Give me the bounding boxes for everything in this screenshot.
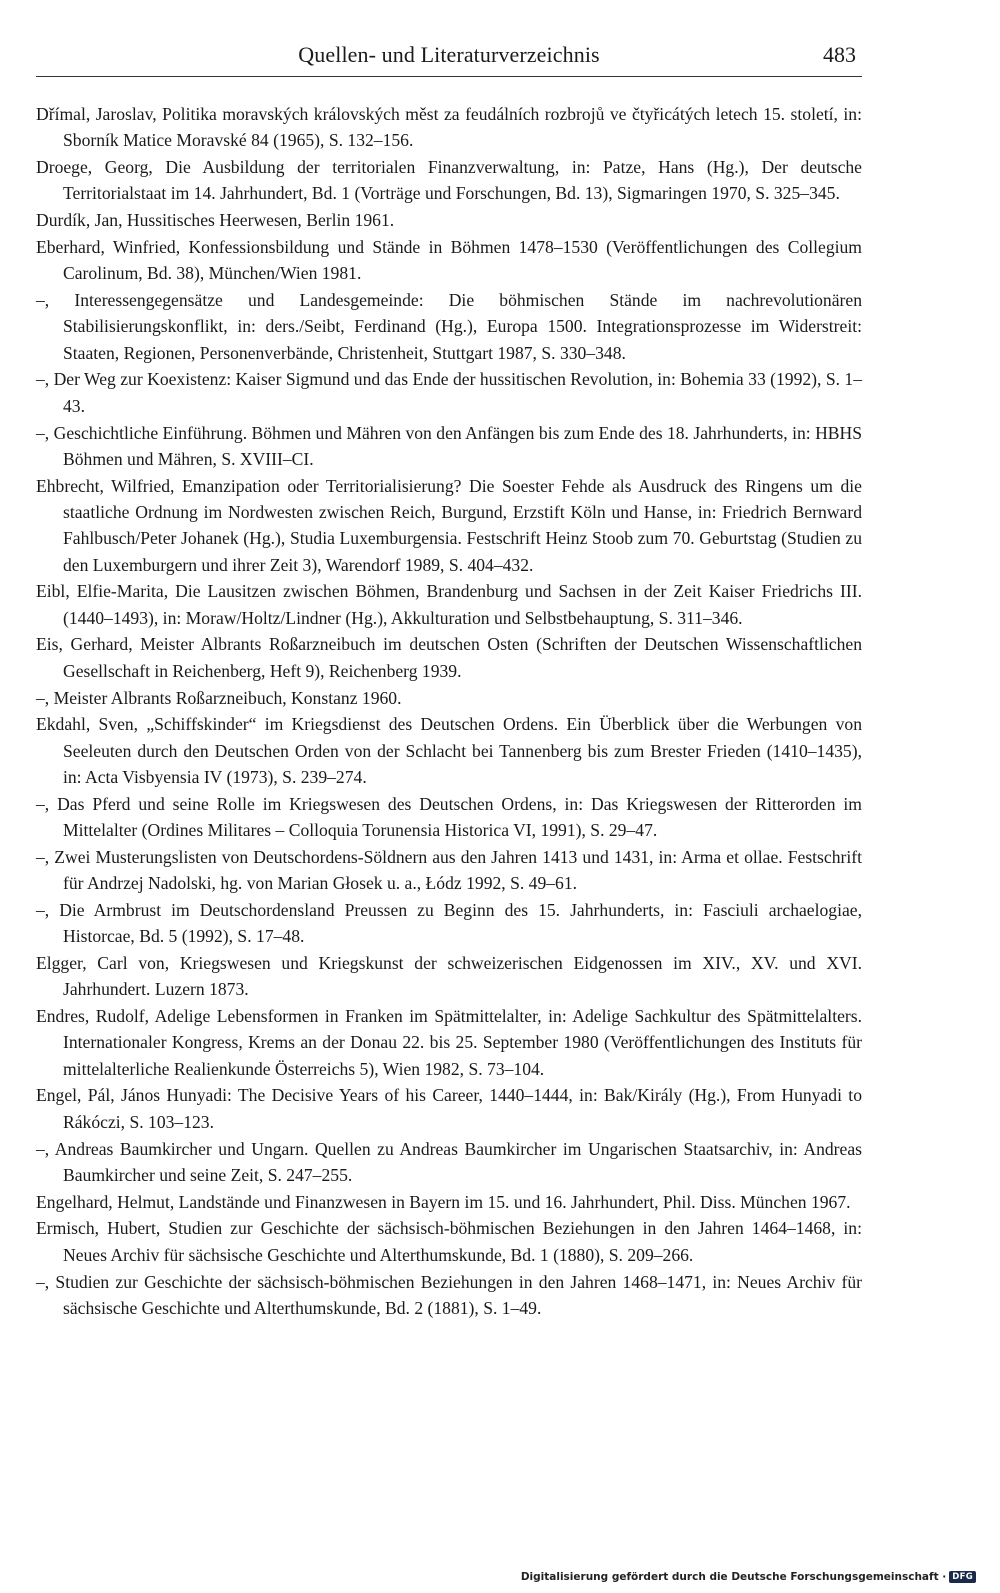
bibliography-entry: –, Studien zur Geschichte der sächsisch-böhmischen Beziehungen in den Jahren 1468–1471, in: Neues Archiv für sächsische Geschichte und Alterthumskunde, Bd. 2 (1881), S. 1–49. bbox=[36, 1271, 862, 1318]
header-title: Quellen- und Literaturverzeichnis bbox=[298, 42, 600, 67]
bibliography-entry: Engelhard, Helmut, Landstände und Finanzwesen in Bayern im 15. und 16. Jahrhundert, Phil. Diss. München 1967. bbox=[36, 1191, 851, 1212]
digitization-footer bbox=[521, 1571, 976, 1583]
page-number: 483 bbox=[823, 42, 856, 67]
bibliography-entry: –, Meister Albrants Roßarzneibuch, Konstanz 1960. bbox=[36, 687, 402, 708]
bibliography-list bbox=[36, 101, 862, 1322]
bibliography-entry: Ekdahl, Sven, „Schiffskinder“ im Kriegsdienst des Deutschen Ordens. Ein Überblick über die Werbungen von Seeleuten durch den Deutschen Orden von der Schlacht bei Tannenberg bis zum Brester Frieden (1410–1435), in: Acta Visbyensia IV (1973), S. 239–274. bbox=[36, 714, 862, 787]
bibliography-entry: Ehbrecht, Wilfried, Emanzipation oder Territorialisierung? Die Soester Fehde als Ausdruck des Ringens um die staatliche Ordnung im Nordwesten zwischen Reich, Burgund, Erzstift Köln und Hanse, in: Friedrich Bernward Fahlbusch/Peter Johanek (Hg.), Studia Luxemburgensia. Festschrift Heinz Stoob zum 70. Geburtstag (Studien zu den Luxemburgern und ihrer Zeit 3), Warendorf 1989, S. 404–432. bbox=[36, 475, 862, 575]
bibliography-entry: –, Geschichtliche Einführung. Böhmen und Mähren von den Anfängen bis zum Ende des 18. Jahrhunderts, in: HBHS Böhmen und Mähren, S. XVIII–CI. bbox=[36, 422, 862, 469]
bibliography-entry: Engel, Pál, János Hunyadi: The Decisive Years of his Career, 1440–1444, in: Bak/Király (Hg.), From Hunyadi to Rákóczi, S. 103–123. bbox=[36, 1085, 862, 1132]
bibliography-entry: Eberhard, Winfried, Konfessionsbildung und Stände in Böhmen 1478–1530 (Veröffentlichungen des Collegium Carolinum, Bd. 38), München/Wien 1981. bbox=[36, 236, 862, 284]
bibliography-entry: –, Die Armbrust im Deutschordensland Preussen zu Beginn des 15. Jahrhunderts, in: Fasciuli archaelogiae, Historcae, Bd. 5 (1992), S. 17–48. bbox=[36, 899, 862, 947]
bibliography-entry: –, Das Pferd und seine Rolle im Kriegswesen des Deutschen Ordens, in: Das Kriegswesen der Ritterorden im Mittelalter (Ordines Militares – Colloquia Torunensia Historica VI, 1991), S. 29–47. bbox=[36, 793, 862, 841]
bibliography-entry: Dřímal, Jaroslav, Politika moravských královských měst za feudálních rozbrojů ve čtyřicátých letech 15. století, in: Sborník Matice Moravské 84 (1965), S. 132–156. bbox=[36, 104, 862, 151]
running-header bbox=[36, 40, 862, 77]
bibliography-entry: Eis, Gerhard, Meister Albrants Roßarzneibuch im deutschen Osten (Schriften der Deutschen Wissenschaftlichen Gesellschaft in Reichenberg, Heft 9), Reichenberg 1939. bbox=[36, 634, 862, 681]
bibliography-entry: Endres, Rudolf, Adelige Lebensformen in Franken im Spätmittelalter, in: Adelige Sachkultur des Spätmittelalters. Internationaler Kongress, Krems an der Donau 22. bis 25. September 1980 (Veröffentlichungen des Instituts für mittelalterliche Realienkunde Österreichs 5), Wien 1982, S. 73–104. bbox=[36, 1006, 862, 1079]
bibliography-entry: Ermisch, Hubert, Studien zur Geschichte der sächsisch-böhmischen Beziehungen in den Jahren 1464–1468, in: Neues Archiv für sächsische Geschichte und Alterthumskunde, Bd. 1 (1880), S. 209–266. bbox=[36, 1218, 862, 1265]
bibliography-entry: Elgger, Carl von, Kriegswesen und Kriegskunst der schweizerischen Eidgenossen im XIV., XV. und XVI. Jahrhundert. Luzern 1873. bbox=[36, 953, 862, 1000]
bibliography-entry: –, Zwei Musterungslisten von Deutschordens-Söldnern aus den Jahren 1413 und 1431, in: Arma et ollae. Festschrift für Andrzej Nadolski, hg. von Marian Głosek u. a., Łódz 1992, S. 49–61. bbox=[36, 846, 862, 894]
bibliography-entry: Droege, Georg, Die Ausbildung der territorialen Finanzverwaltung, in: Patze, Hans (Hg.), Der deutsche Territorialstaat im 14. Jahrhundert, Bd. 1 (Vorträge und Forschungen, Bd. 13), Sigmaringen 1970, S. 325–345. bbox=[36, 157, 862, 204]
footer-text: Digitalisierung gefördert durch die Deutsche Forschungsgemeinschaft · bbox=[520, 1571, 947, 1583]
dfg-logo: DFG bbox=[949, 1571, 976, 1583]
bibliography-entry: –, Interessengegensätze und Landesgemeinde: Die böhmischen Stände im nachrevolutionären Stabilisierungskonflikt, in: ders./Seibt, Ferdinand (Hg.), Europa 1500. Integrationsprozesse im Widerstreit: Staaten, Regionen, Personenverbände, Christenheit, Stuttgart 1987, S. 330–348. bbox=[36, 290, 862, 363]
bibliography-entry: Eibl, Elfie-Marita, Die Lausitzen zwischen Böhmen, Brandenburg und Sachsen in der Zeit Kaiser Friedrichs III. (1440–1493), in: Moraw/Holtz/Lindner (Hg.), Akkulturation und Selbstbehauptung, S. 311–346. bbox=[36, 581, 862, 628]
bibliography-entry: Durdík, Jan, Hussitisches Heerwesen, Berlin 1961. bbox=[36, 210, 395, 231]
bibliography-entry: –, Der Weg zur Koexistenz: Kaiser Sigmund und das Ende der hussitischen Revolution, in: Bohemia 33 (1992), S. 1–43. bbox=[36, 369, 863, 416]
bibliography-entry: –, Andreas Baumkircher und Ungarn. Quellen zu Andreas Baumkircher im Ungarischen Staatsarchiv, in: Andreas Baumkircher und seine Zeit, S. 247–255. bbox=[36, 1138, 862, 1185]
